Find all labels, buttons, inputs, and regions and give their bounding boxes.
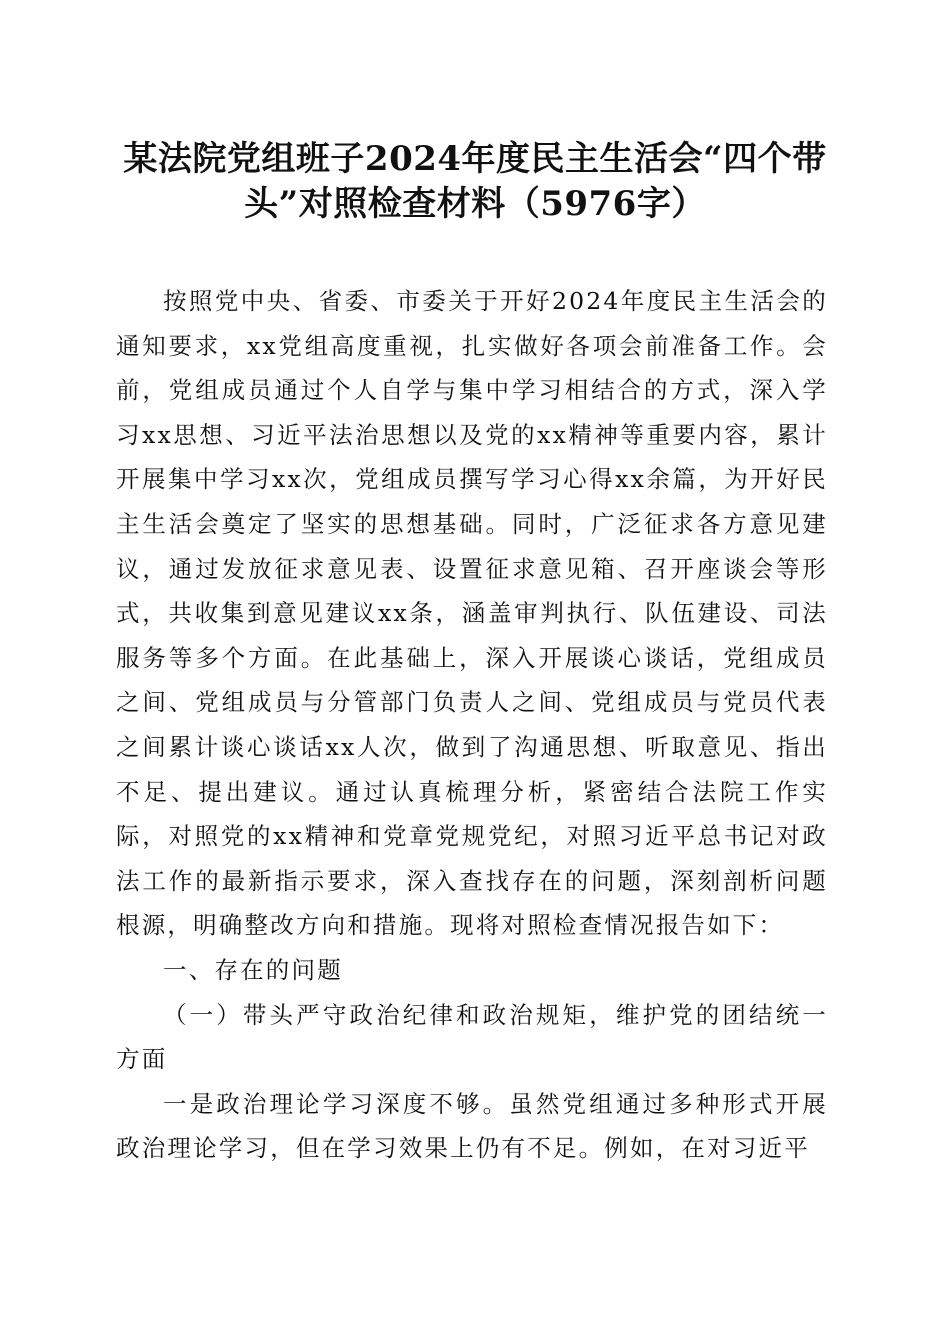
point-lead-text: 一是政治理论学习深度不够。 xyxy=(163,1089,510,1118)
intro-paragraph: 按照党中央、省委、市委关于开好2024年度民主生活会的通知要求，xx党组高度重视，扎实做好各项会前准备工作。会前，党组成员通过个人自学与集中学习相结合的方式，深入学习xx思想、习近平法治思想以及党的xx精神等重要内容，累计开展集中学习xx次，党组成员撰写学习心得xx余篇，为开好民主生活会奠定了坚实的思想基础。同时，广泛征求各方意见建议，通过发放征求意见表、设置征求意见箱、召开座谈会等形式，共收集到意见建议xx条，涵盖审判执行、队伍建设、司法服务等多个方面。在此基础上，深入开展谈心谈话，党组成员之间、党组成员与分管部门负责人之间、党组成员与党员代表之间累计谈心谈话xx人次，做到了沟通思想、听取意见、指出不足、提出建议。通过认真梳理分析，紧密结合法院工作实际，对照党的xx精神和党章党规党纪，对照习近平总书记对政法工作的最新指示要求，深入查找存在的问题，深刻剖析问题根源，明确整改方向和措施。现将对照检查情况报告如下： xyxy=(116,287,828,940)
document-title: 某法院党组班子2024年度民主生活会“四个带头”对照检查材料（5976字） xyxy=(123,139,827,224)
subsection-heading-political-discipline: （一）带头严守政治纪律和政治规矩，维护党的团结统一方面 xyxy=(116,1000,828,1074)
point-paragraph xyxy=(116,1082,828,1171)
section-heading-problems: 一、存在的问题 xyxy=(163,955,343,984)
point-body-text: 虽然党组通过多种形式开展政治理论学习，但在学习效果上仍有不足。例如，在对习近平 xyxy=(116,1089,828,1163)
document-body xyxy=(116,279,828,1171)
